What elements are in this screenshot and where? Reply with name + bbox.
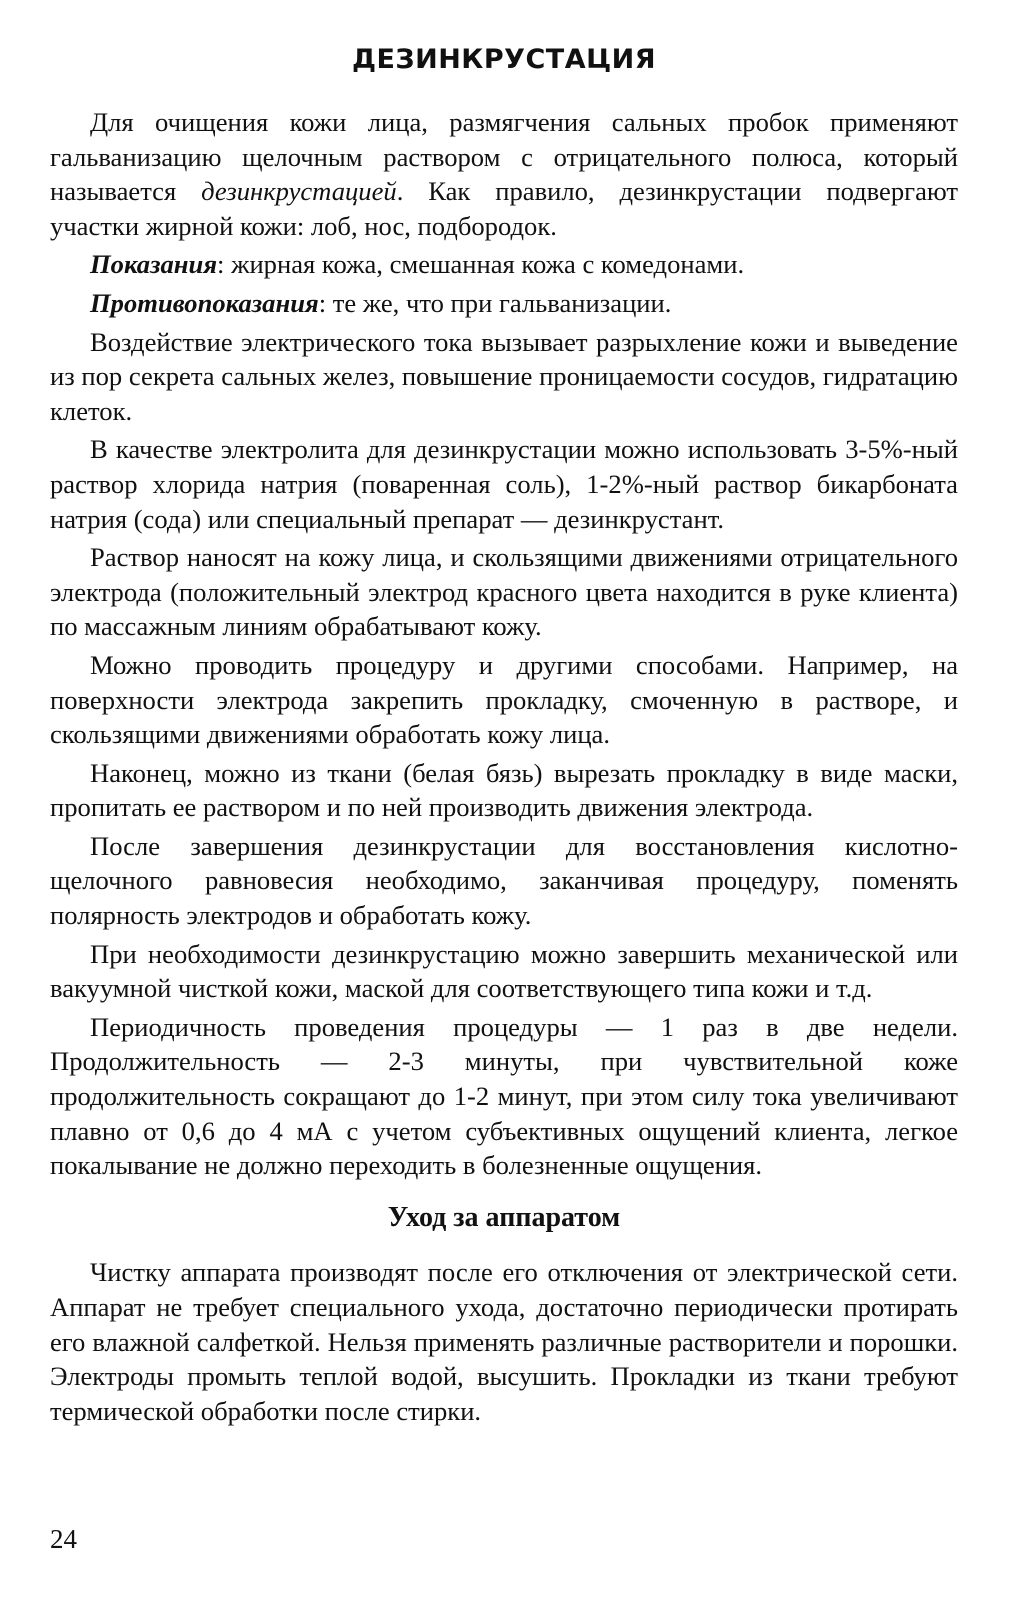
paragraph-care: Чистку аппарата производят после его отключения от электрической сети. Аппарат не требует специального ухода, достаточно периодически протирать его влажной салфеткой. Нельзя применять различные растворители и порошки. Электроды промыть теплой водой, высушить. Прокладки из ткани требуют термической обработки после стирки. [50,1257,958,1426]
care-heading: Уход за аппаратом [387,1201,621,1233]
paragraph-effect: Воздействие электрического тока вызывает разрыхление кожи и выведение из пор секрета сальных желез, повышение проницаемости сосудов, гидратацию клеток. [50,326,958,426]
intro-paragraph [50,105,958,243]
intro-term: дезинкрустацией [201,176,397,207]
page-number: 24 [50,1524,77,1554]
contraindications-label: Противопоказания [90,287,319,318]
main-text [50,105,958,1428]
indications-text: : жирная кожа, смешанная кожа с комедонами. [217,249,745,280]
paragraph-mask: Наконец, можно из ткани (белая бязь) вырезать прокладку в виде маски, пропитать ее раствором и по ней производить движения электрода. [50,757,958,823]
paragraph-methods: Можно проводить процедуру и другими способами. Например, на поверхности электрода закрепить прокладку, смоченную в растворе, и скользящими движениями обработать кожу лица. [50,649,958,750]
paragraph-periodicity: Периодичность проведения процедуры — 1 раз в две недели. Продолжительность — 2-3 минуты, при чувствительной коже продолжительность сокращают до 1-2 минут, при этом силу тока увеличивают плавно от 0,6 до 4 мА с учетом субъективных ощущений клиента, легкое покалывание не должно переходить в болезненные ощущения. [50,1011,958,1181]
contraindications-paragraph [50,286,958,321]
contraindications-text: : те же, что при гальванизации. [318,287,672,318]
paragraph-electrolyte: В качестве электролита для дезинкрустации можно использовать 3-5%-ный раствор хлорида натрия (поваренная соль), 1-2%-ный раствор бикарбоната натрия (сода) или специальный препарат — дезинкрустант. [50,434,958,534]
page-title: ДЕЗИНКРУСТАЦИЯ [351,44,657,75]
paragraph-application: Раствор наносят на кожу лица, и скользящими движениями отрицательного электрода (положительный электрод красного цвета находится в руке клиента) по массажным линиям обрабатывают кожу. [50,542,958,642]
paragraph-finish: При необходимости дезинкрустацию можно завершить механической или вакуумной чисткой кожи, маской для соответствующего типа кожи и т.д. [50,938,958,1004]
indications-label: Показания [90,249,218,280]
intro-after: . Как правило, дезинкрустации подвергают участки жирной кожи: лоб, нос, подбородок. [50,176,959,241]
paragraph-balance: После завершения дезинкрустации для восстановления кислотно-щелочного равновесия необходимо, заканчивая процедуру, поменять полярность электродов и обработать кожу. [50,830,958,931]
indications-paragraph [50,247,958,282]
intro-before: Для очищения кожи лица, размягчения сальных пробок применяют гальванизацию щелочным раствором с отрицательного полюса, который называется [50,107,958,207]
